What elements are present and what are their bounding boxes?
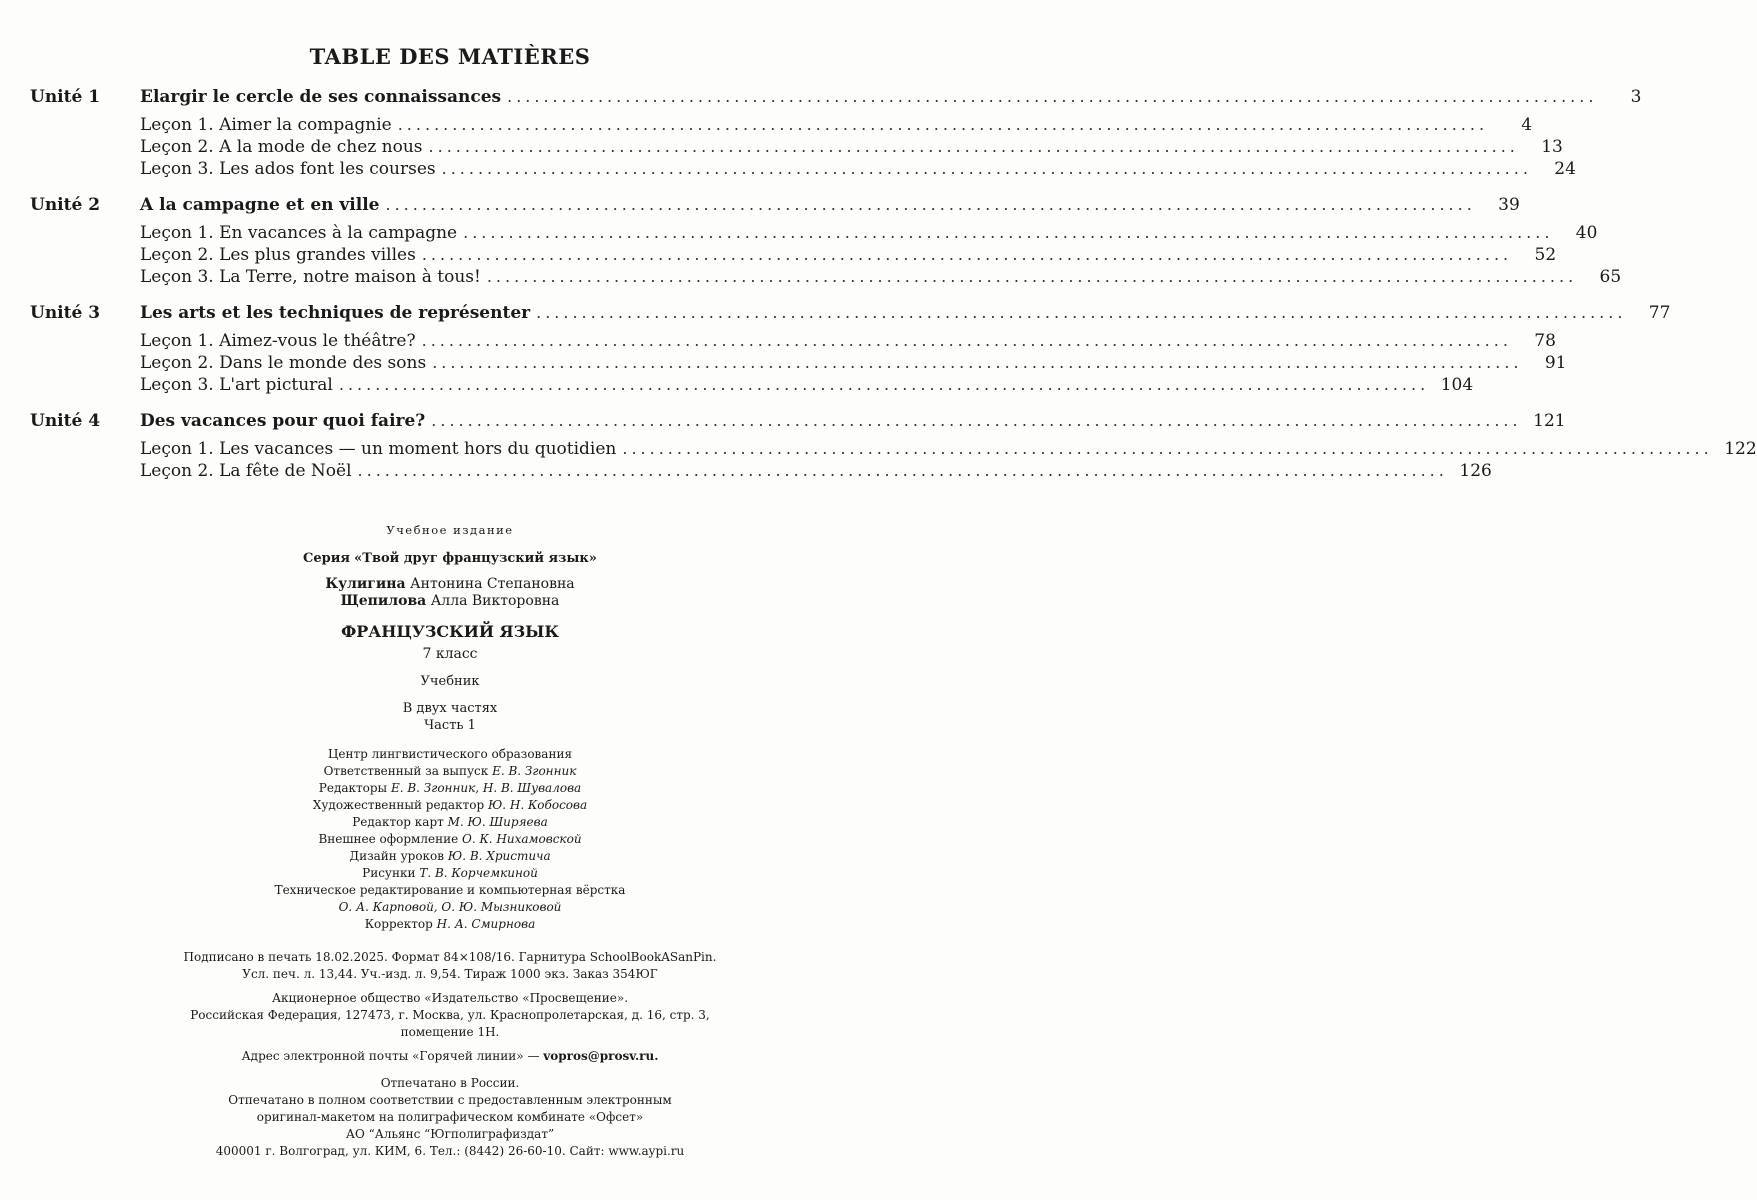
lesson-title: Leçon 3. L'art pictural [140,375,333,395]
lesson-page: 126 [1459,461,1492,481]
unit-label: Unité 2 [30,195,101,215]
authors [0,576,900,610]
dot-leader: ........................................................................................................................ [385,195,1476,214]
lesson-title: Leçon 3. Les ados font les courses [140,159,436,179]
lesson-page: 24 [1554,159,1576,179]
credit-names: Е. В. Згонник, Н. В. Шувалова [390,781,582,795]
credit-names: М. Ю. Ширяева [447,815,548,829]
credit-line [0,763,900,780]
dot-leader: ........................................................................................................................ [507,87,1598,106]
lesson-page: 104 [1440,375,1474,395]
lesson-entry [140,460,1448,482]
credit-role: Рисунки [362,866,416,880]
lesson-page: 13 [1541,137,1563,157]
credit-names: О. А. Карповой, О. Ю. Мызниковой [338,900,562,914]
credit-names: Ю. Н. Кобосова [487,798,588,812]
hotline-email [0,1048,900,1065]
unit-title: Elargir le cercle de ses connaissances [140,87,502,107]
series-line [0,550,900,567]
lesson-title: Leçon 1. Les vacances — un moment hors du quotidien [140,439,617,459]
credit-line [0,814,900,831]
publisher-details [0,990,900,1041]
lesson-title: Leçon 2. Dans le monde des sons [140,353,427,373]
credit-line [0,746,900,763]
credit-line [0,899,900,916]
credit-names: Е. В. Згонник [492,764,577,778]
author-name: Алла Викторовна [430,593,560,609]
dot-leader: ........................................................................................................................ [622,439,1713,458]
credit-line [0,865,900,882]
credit-role: Редактор карт [352,815,444,829]
email-address: vopros@prosv.ru. [543,1049,659,1063]
book-type: Учебник [420,674,480,689]
publisher-line: помещение 1Н. [400,1025,500,1039]
printed-line: Отпечатано в России. [380,1076,520,1090]
unit-row [30,410,1566,432]
credit-line [0,882,900,899]
unit-label: Unité 4 [30,411,101,431]
dot-leader: ........................................................................................................................ [441,159,1532,178]
dot-leader: ........................................................................................................................ [357,461,1448,480]
print-details [0,949,900,983]
lesson-row [30,222,1598,244]
credit-role: Дизайн уроков [349,849,445,863]
unit-entry [140,86,1597,108]
lesson-title: Leçon 1. En vacances à la campagne [140,223,458,243]
lesson-row [30,244,1557,266]
credit-role: Художественный редактор [312,798,485,812]
lesson-row [30,266,1622,288]
lesson-title: Leçon 2. La fête de Noël [140,461,352,481]
dot-leader: ........................................................................................................................ [432,353,1523,372]
unit-label: Unité 1 [30,87,101,107]
series-label: Серия [303,551,351,566]
lesson-page: 78 [1534,331,1556,351]
lesson-title: Leçon 2. A la mode de chez nous [140,137,423,157]
dot-leader: ........................................................................................................................ [397,115,1489,134]
lesson-entry [140,222,1553,244]
lesson-title: Leçon 1. Aimer la compagnie [140,115,392,135]
lesson-page: 65 [1599,267,1622,287]
printed-line: Отпечатано в полном соответствии с предоставленным электронным [228,1093,672,1107]
credit-role: Внешнее оформление [318,832,459,846]
lesson-title: Leçon 1. Aimez-vous le théâtre? [140,331,416,351]
author-surname: Щепилова [340,593,427,609]
credit-role: Редакторы [318,781,388,795]
lesson-entry [140,374,1429,396]
unit-title: A la campagne et en ville [140,195,380,215]
lesson-entry [140,438,1713,460]
credit-line [0,916,900,933]
unit-entry [140,410,1522,432]
lesson-entry [140,136,1519,158]
dot-leader: ........................................................................................................................ [421,245,1513,264]
unit-entry [140,194,1476,216]
series-name: «Твой друг французский язык» [354,551,597,566]
lesson-title: Leçon 3. La Terre, notre maison à tous! [140,267,481,287]
lesson-entry [140,266,1577,288]
subject-title: ФРАНЦУЗСКИЙ ЯЗЫК [341,622,559,641]
parts-info [0,700,900,734]
unit-row [30,302,1671,324]
lesson-row [30,158,1576,180]
toc-title: TABLE DES MATIÈRES [309,44,591,69]
lesson-entry [140,244,1512,266]
unit-label: Unité 3 [30,303,101,323]
dot-leader: ........................................................................................................................ [536,303,1627,322]
author-surname: Кулигина [325,576,406,592]
dot-leader: ........................................................................................................................ [463,223,1554,242]
printed-line: оригинал-макетом на полиграфическом комбинате «Офсет» [256,1110,644,1124]
printed-line: АО “Альянс “Югполиграфиздат” [345,1127,555,1141]
unit-page: 39 [1498,195,1520,215]
email-label: Адрес электронной почты «Горячей линии» — [241,1049,540,1063]
lesson-entry [140,352,1523,374]
print-line: Подписано в печать 18.02.2025. Формат 84×108/16. Гарнитура SchoolBookASanPin. [183,950,717,964]
unit-title: Les arts et les techniques de représenter [140,303,531,323]
author-name: Антонина Степановна [410,576,575,592]
lesson-page: 122 [1724,439,1757,459]
lesson-page: 4 [1521,115,1533,135]
table-of-contents [30,86,1757,496]
lesson-page: 91 [1544,353,1567,373]
credit-names: Ю. В. Христича [447,849,551,863]
dot-leader: ........................................................................................................................ [431,411,1522,430]
edition-type: Учебное издание [386,523,514,537]
part-number: Часть 1 [424,718,476,733]
dot-leader: ........................................................................................................................ [486,267,1578,286]
lesson-row [30,352,1567,374]
credit-line [0,848,900,865]
grade: 7 класс [422,646,478,662]
lesson-entry [140,330,1512,352]
publisher-line: Российская Федерация, 127473, г. Москва, ул. Краснопролетарская, д. 16, стр. 3, [190,1008,710,1022]
credit-line [0,797,900,814]
lesson-title: Leçon 2. Les plus grandes villes [140,245,416,265]
lesson-row [30,136,1563,158]
credits [0,746,900,933]
lesson-row [30,438,1757,460]
unit-page: 77 [1648,303,1671,323]
credit-role: Ответственный за выпуск [323,764,489,778]
lesson-entry [140,114,1488,136]
credit-names: Т. В. Корчемкиной [419,866,538,880]
toc-unit [30,410,1757,482]
lesson-row [30,374,1474,396]
lesson-row [30,460,1492,482]
printed-line: 400001 г. Волгоград, ул. КИМ, 6. Тел.: (8442) 26-60-10. Сайт: www.aypi.ru [215,1144,685,1158]
lesson-entry [140,158,1532,180]
lesson-page: 52 [1534,245,1557,265]
dot-leader: ........................................................................................................................ [421,331,1512,350]
unit-row [30,194,1520,216]
toc-unit [30,302,1671,396]
credit-line [0,831,900,848]
lesson-row [30,114,1533,136]
print-line: Усл. печ. л. 13,44. Уч.-изд. л. 9,54. Тираж 1000 экз. Заказ 354ЮГ [242,967,658,981]
unit-page: 121 [1533,411,1566,431]
unit-page: 3 [1630,87,1642,107]
unit-entry [140,302,1626,324]
credit-role: Центр лингвистического образования [327,747,573,761]
credit-role: Техническое редактирование и компьютерная вёрстка [274,883,626,897]
publisher-line: Акционерное общество «Издательство «Просвещение». [271,991,629,1005]
dot-leader: ........................................................................................................................ [338,375,1430,394]
parts-count: В двух частях [402,701,498,716]
credit-role: Корректор [364,917,433,931]
toc-unit [30,86,1642,180]
credit-names: Н. А. Смирнова [436,917,536,931]
printing-details [0,1075,900,1160]
toc-unit [30,194,1622,288]
unit-title: Des vacances pour quoi faire? [140,411,426,431]
credit-names: О. К. Нихамовской [462,832,582,846]
lesson-row [30,330,1556,352]
credit-line [0,780,900,797]
imprint-block [0,522,900,1160]
author [0,593,900,610]
author [0,576,900,593]
unit-row [30,86,1642,108]
lesson-page: 40 [1575,223,1598,243]
dot-leader: ........................................................................................................................ [428,137,1519,156]
